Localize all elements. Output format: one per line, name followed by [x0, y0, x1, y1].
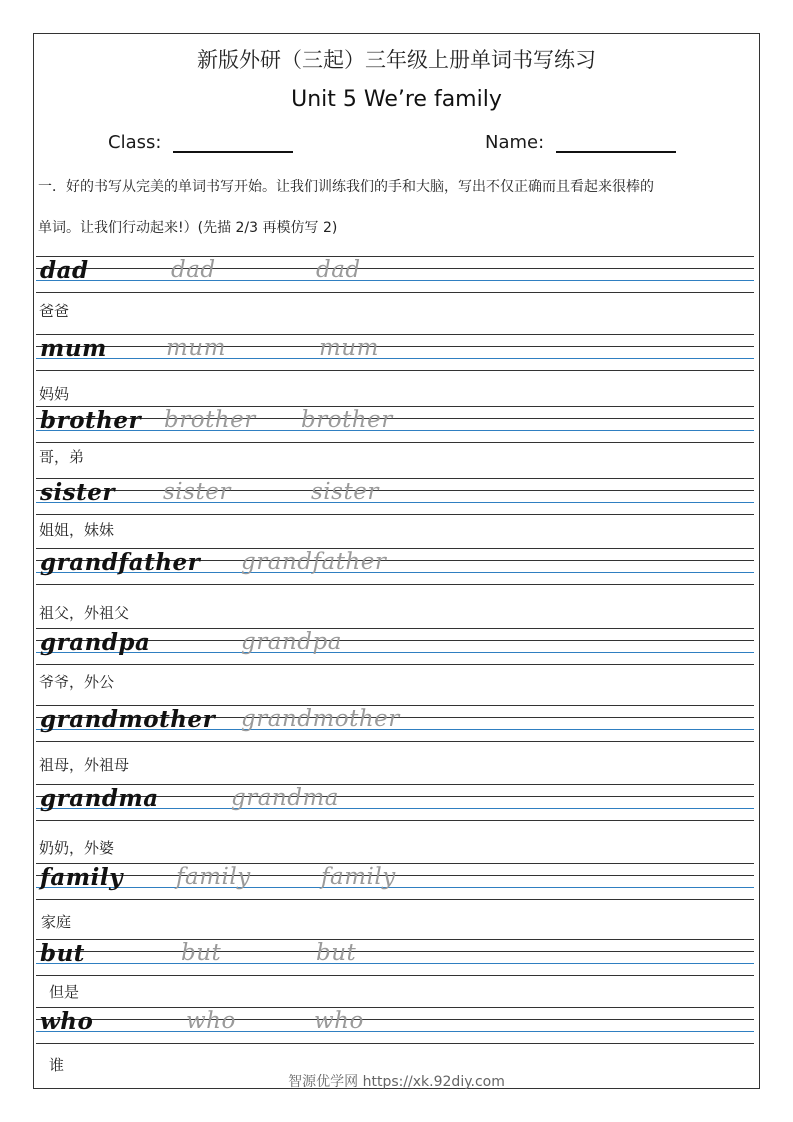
word-meaning: 家庭 [41, 913, 72, 931]
name-label: Name: [485, 132, 545, 153]
model-word: grandfather [40, 549, 201, 576]
guide-line [36, 820, 754, 821]
model-word: but [40, 940, 85, 967]
trace-word: family [321, 864, 396, 890]
name-field [485, 131, 676, 153]
guide-line [36, 490, 754, 491]
handwriting-row[interactable] [36, 705, 754, 741]
guide-line [36, 1007, 754, 1008]
model-word: dad [40, 257, 89, 284]
handwriting-row[interactable] [36, 478, 754, 514]
guide-line [36, 280, 754, 281]
trace-word: but [181, 940, 222, 966]
handwriting-row[interactable] [36, 939, 754, 975]
handwriting-row[interactable] [36, 406, 754, 442]
handwriting-row[interactable] [36, 256, 754, 292]
trace-word: grandpa [241, 629, 342, 655]
model-word: brother [40, 407, 142, 434]
handwriting-row[interactable] [36, 548, 754, 584]
word-meaning: 姐姐，妹妹 [39, 521, 115, 539]
guide-line [36, 346, 754, 347]
word-meaning: 妈妈 [39, 385, 70, 403]
word-meaning: 但是 [49, 983, 80, 1001]
guide-line [36, 975, 754, 976]
word-meaning: 祖母，外祖母 [39, 756, 130, 774]
trace-word: brother [164, 407, 256, 433]
word-meaning: 奶奶，外婆 [39, 839, 115, 857]
model-word: grandma [40, 785, 159, 812]
guide-line [36, 292, 754, 293]
name-blank[interactable] [556, 131, 676, 153]
trace-word: but [316, 940, 357, 966]
class-blank[interactable] [173, 131, 293, 153]
guide-line [36, 430, 754, 431]
guide-line [36, 502, 754, 503]
guide-line [36, 1031, 754, 1032]
word-meaning: 哥，弟 [39, 448, 85, 466]
model-word: grandpa [40, 629, 151, 656]
guide-line [36, 334, 754, 335]
model-word: sister [40, 479, 116, 506]
guide-line [36, 418, 754, 419]
guide-line [36, 951, 754, 952]
trace-word: sister [311, 479, 379, 505]
trace-word: dad [171, 257, 216, 283]
word-meaning: 祖父，外祖父 [39, 604, 130, 622]
trace-word: mum [319, 335, 379, 361]
guide-line [36, 406, 754, 407]
guide-line [36, 584, 754, 585]
guide-line [36, 664, 754, 665]
trace-word: family [176, 864, 251, 890]
class-label: Class: [108, 132, 162, 153]
word-meaning: 爷爷，外公 [39, 673, 115, 691]
guide-line [36, 939, 754, 940]
word-meaning: 爸爸 [39, 302, 70, 320]
instruction-line-2: 单词。让我们行动起来!）(先描 2/3 再模仿写 2) [38, 220, 338, 236]
worksheet-title: 新版外研（三起）三年级上册单词书写练习 [197, 48, 596, 72]
trace-word: dad [316, 257, 361, 283]
guide-line [36, 514, 754, 515]
guide-line [36, 899, 754, 900]
trace-word: sister [163, 479, 231, 505]
guide-line [36, 1019, 754, 1020]
trace-word: mum [166, 335, 226, 361]
guide-line [36, 256, 754, 257]
instruction-line-1: 一．好的书写从完美的单词书写开始。让我们训练我们的手和大脑，写出不仅正确而且看起来很棒的 [38, 179, 654, 195]
trace-word: who [314, 1008, 364, 1034]
footer-watermark: 智源优学网 https://xk.92diy.com [288, 1074, 505, 1090]
unit-title: Unit 5 We’re family [291, 87, 502, 112]
trace-word: grandfather [241, 549, 387, 575]
guide-line [36, 963, 754, 964]
guide-line [36, 442, 754, 443]
guide-line [36, 1043, 754, 1044]
guide-line [36, 741, 754, 742]
model-word: who [40, 1008, 94, 1035]
model-word: family [40, 864, 123, 891]
guide-line [36, 478, 754, 479]
model-word: mum [40, 335, 107, 362]
trace-word: brother [301, 407, 393, 433]
guide-line [36, 370, 754, 371]
trace-word: grandma [231, 785, 339, 811]
handwriting-row[interactable] [36, 784, 754, 820]
handwriting-row[interactable] [36, 334, 754, 370]
handwriting-row[interactable] [36, 863, 754, 899]
class-field [108, 131, 293, 153]
handwriting-row[interactable] [36, 1007, 754, 1043]
guide-line [36, 358, 754, 359]
word-meaning: 谁 [49, 1056, 65, 1074]
trace-word: grandmother [241, 706, 400, 732]
handwriting-row[interactable] [36, 628, 754, 664]
model-word: grandmother [40, 706, 216, 733]
trace-word: who [186, 1008, 236, 1034]
guide-line [36, 268, 754, 269]
